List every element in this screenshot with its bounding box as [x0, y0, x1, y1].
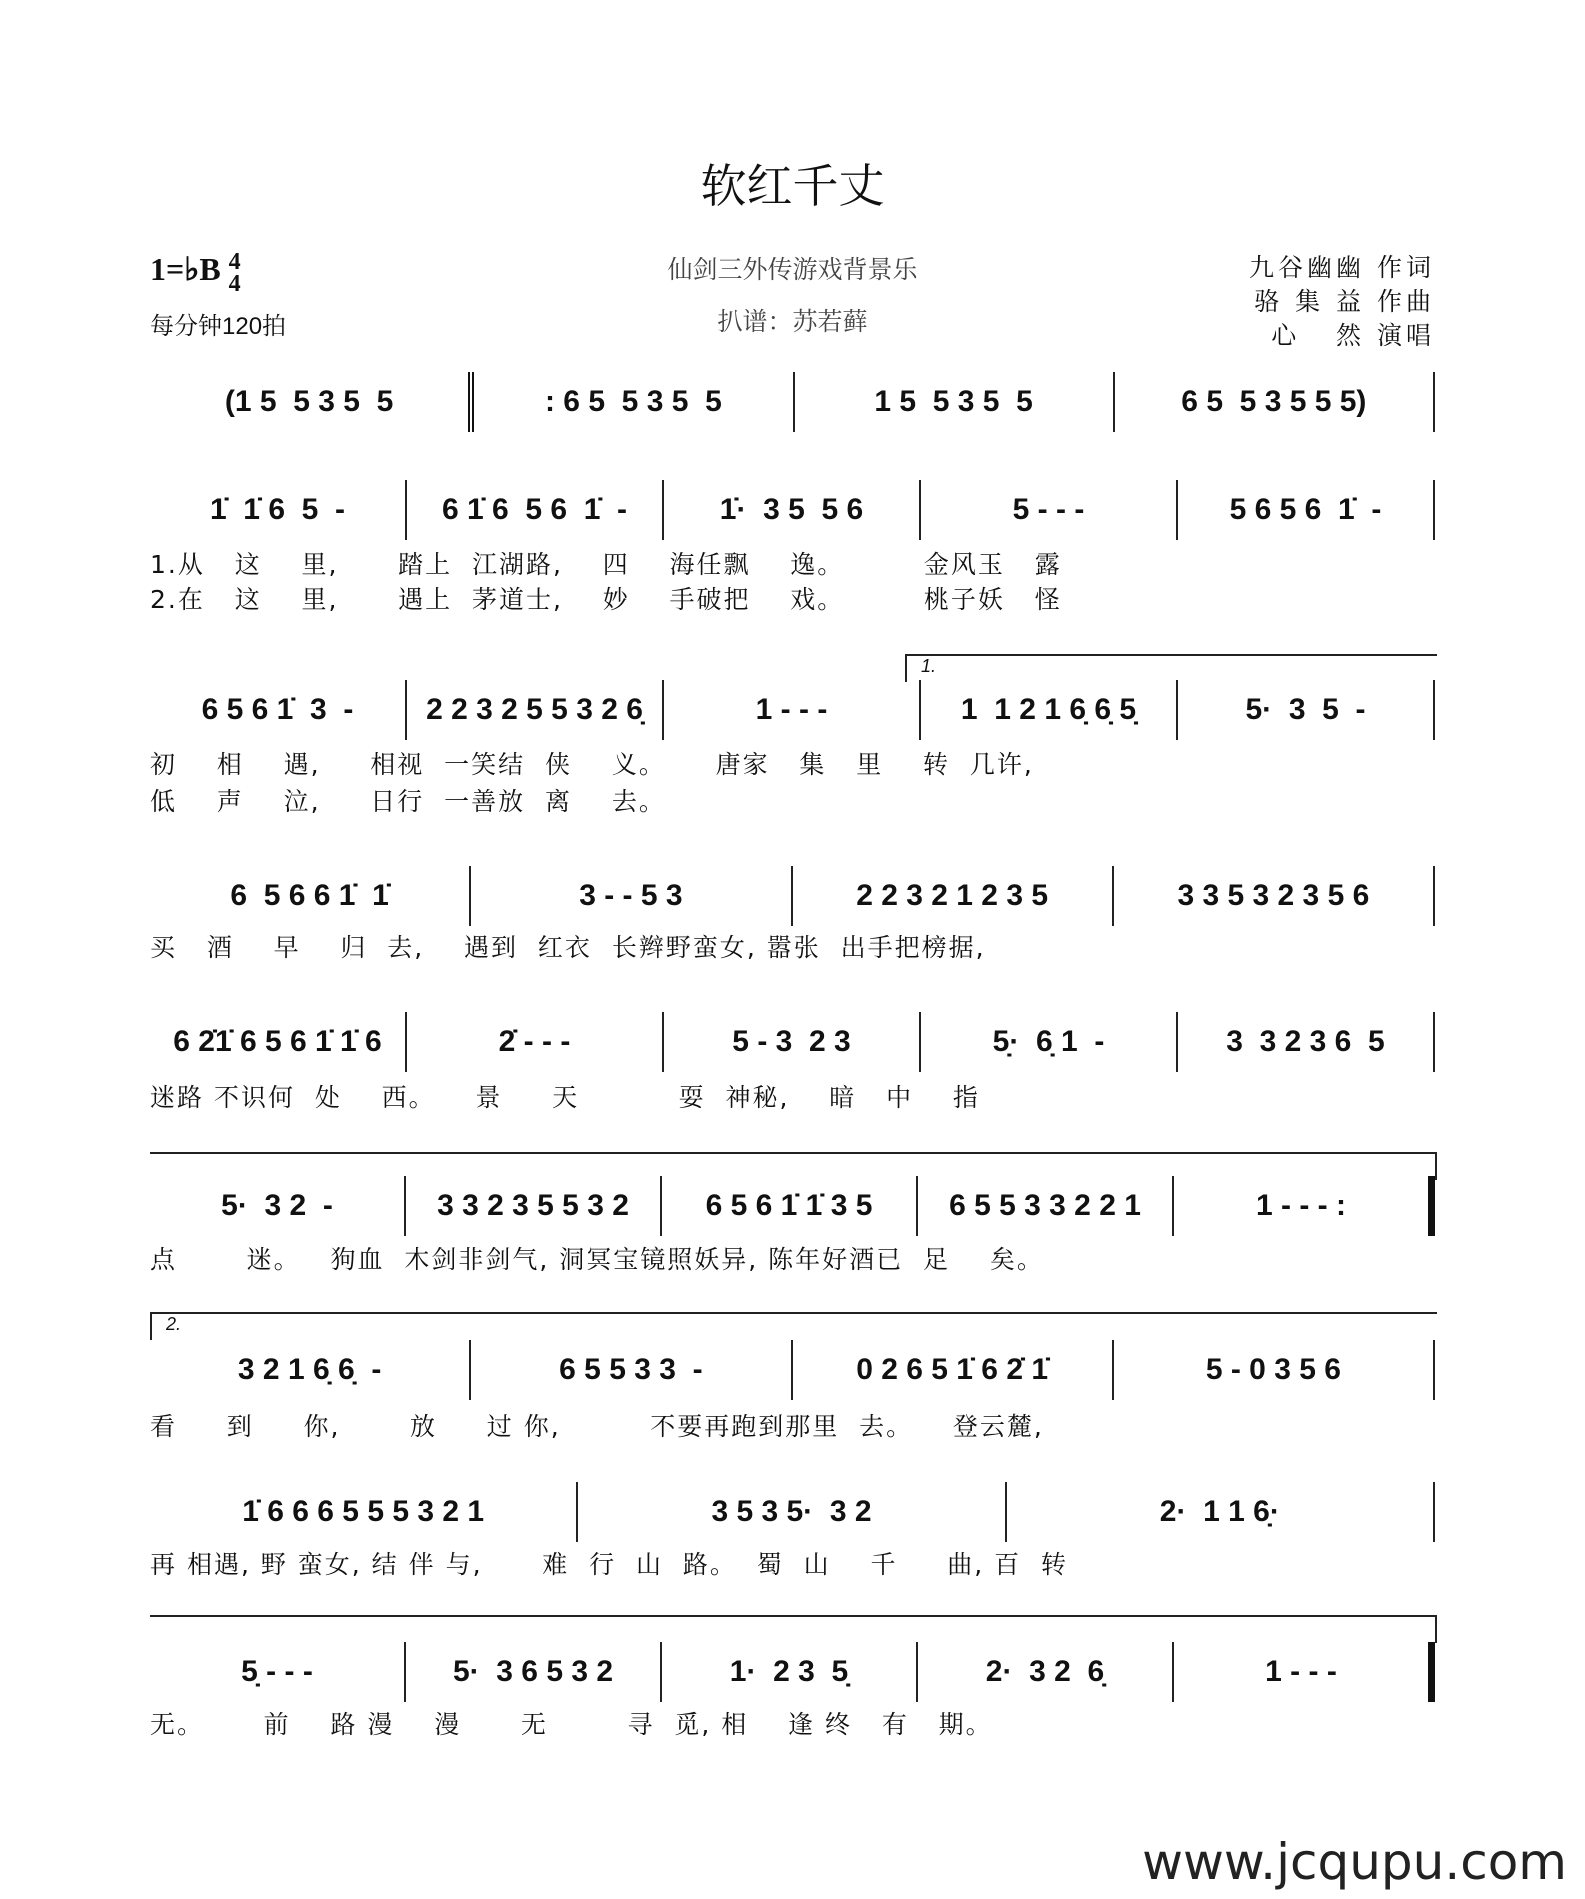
- volta-number: 2.: [166, 1314, 182, 1334]
- measure: 3 3 2 3 6 5: [1178, 1012, 1435, 1072]
- measure: 1 1 2 1 6̣ 6̣ 5̣: [921, 680, 1178, 740]
- measure: (1 5 5 3 5 5: [150, 372, 474, 432]
- measure: 5· 3 5 -: [1178, 680, 1435, 740]
- singer-credit: 心 然 演唱: [1271, 321, 1435, 350]
- measure: 1 - - - :: [1174, 1176, 1435, 1236]
- measure: 3 3 5 3 2 3 5 6: [1114, 866, 1435, 926]
- volta-number: 1.: [921, 656, 937, 676]
- measure: 1 - - -: [664, 680, 921, 740]
- measure: 3 3 2 3 5 5 3 2: [406, 1176, 662, 1236]
- subtitle: 仙剑三外传游戏背景乐: [667, 255, 918, 284]
- lyric-line: 看 到 你, 放 过 你, 不要再跑到那里 去。 登云麓,: [150, 1412, 1044, 1441]
- lyric-line: 1.从 这 里, 踏上 江湖路, 四 海任飘 逸。 金风玉 露: [150, 550, 1062, 579]
- tempo: 每分钟120拍: [150, 313, 287, 340]
- measure: 3 - - 5 3: [471, 866, 792, 926]
- volta-bracket: [150, 1152, 1437, 1180]
- time-top: 4: [228, 248, 241, 275]
- music-system: [150, 480, 1435, 540]
- measure: 3 2 1 6̣ 6̣ -: [150, 1340, 471, 1400]
- measure: 5 6 5 6 1̇ -: [1178, 480, 1435, 540]
- measure: 6 5 6 1̇ 3 -: [150, 680, 407, 740]
- volta-bracket: [905, 654, 1437, 682]
- volta-bracket: [150, 1312, 1437, 1340]
- lyric-line: 2.在 这 里, 遇上 茅道士, 妙 手破把 戏。 桃子妖 怪: [150, 585, 1062, 614]
- measure: 1̇· 3 5 5 6: [664, 480, 921, 540]
- song-title: 软红千丈: [700, 159, 885, 213]
- measure: 5 - - -: [921, 480, 1178, 540]
- measure: 2̇ - - -: [407, 1012, 664, 1072]
- measure: 0 2 6 5 1̇ 6 2̇ 1̇: [793, 1340, 1114, 1400]
- measure: 6 5 6 1̇ 1̇ 3 5: [662, 1176, 918, 1236]
- measure: 5 - 0 3 5 6: [1114, 1340, 1435, 1400]
- arranger-credit: 扒谱：苏若藓: [717, 307, 868, 336]
- measure: 1̇ 1̇ 6 5 -: [150, 480, 407, 540]
- measure: 1 - - -: [1174, 1642, 1435, 1702]
- measure: 2 2 3 2 5 5 3 2 6̣: [407, 680, 664, 740]
- lyric-line: 买 酒 早 归 去, 遇到 红衣 长辫野蛮女, 嚣张 出手把榜据,: [150, 933, 986, 962]
- measure: 6 5 5 3 3 -: [471, 1340, 792, 1400]
- measure: 5̣ - - -: [150, 1642, 406, 1702]
- measure: 1̇ 6 6 6 5 5 5 3 2 1: [150, 1482, 578, 1542]
- lyric-line: 无。 前 路 漫 漫 无 寻 觅, 相 逢 终 有 期。: [150, 1710, 993, 1739]
- lyric-line: 迷路 不识何 处 西。 景 天 耍 神秘, 暗 中 指: [150, 1083, 980, 1112]
- measure: 1· 2 3 5̣: [662, 1642, 918, 1702]
- measure: 5· 3 2 -: [150, 1176, 406, 1236]
- measure: 5 - 3 2 3: [664, 1012, 921, 1072]
- measure: 6 5 6 6 1̇ 1̇: [150, 866, 471, 926]
- music-system: [150, 1176, 1435, 1236]
- lyricist-credit: 九谷幽幽 作词: [1249, 253, 1435, 282]
- music-system: [150, 372, 1435, 432]
- composer-credit: 骆 集 益 作曲: [1254, 287, 1435, 316]
- measure: 6 2̇1̇ 6 5 6 1̇ 1̇ 6: [150, 1012, 407, 1072]
- measure: 1 5 5 3 5 5: [795, 372, 1115, 432]
- measure: 3 5 3 5· 3 2: [578, 1482, 1006, 1542]
- lyric-line: 点 迷。 狗血 木剑非剑气, 洞冥宝镜照妖异, 陈年好酒已 足 矣。: [150, 1245, 1044, 1274]
- measure: 2 2 3 2 1 2 3 5: [793, 866, 1114, 926]
- lyric-line: 初 相 遇, 相视 一笑结 侠 义。 唐家 集 里 转 几许,: [150, 750, 1034, 779]
- music-system: [150, 680, 1435, 740]
- music-system: [150, 1340, 1435, 1400]
- volta-bracket: [150, 1615, 1437, 1643]
- measure: 6 1̇ 6 5 6 1̇ -: [407, 480, 664, 540]
- music-system: [150, 1012, 1435, 1072]
- measure: 2· 1 1 6̣·: [1007, 1482, 1435, 1542]
- lyric-line: 再 相遇, 野 蛮女, 结 伴 与, 难 行 山 路。 蜀 山 千 曲, 百 转: [150, 1550, 1068, 1579]
- measure: 6 5 5 3 3 2 2 1: [918, 1176, 1174, 1236]
- music-system: [150, 866, 1435, 926]
- measure: 5̣· 6̣ 1 -: [921, 1012, 1178, 1072]
- music-system: [150, 1642, 1435, 1702]
- measure: 2· 3 2 6̣: [918, 1642, 1174, 1702]
- lyric-line: 低 声 泣, 日行 一善放 离 去。: [150, 787, 666, 816]
- measure: 5· 3 6 5 3 2: [406, 1642, 662, 1702]
- watermark: www.jcqupu.com: [1142, 1833, 1567, 1891]
- measure: : 6 5 5 3 5 5: [474, 372, 794, 432]
- key-label: 1=♭B: [150, 251, 221, 287]
- measure: 6 5 5 3 5 5 5): [1115, 372, 1435, 432]
- time-bottom: 4: [228, 270, 241, 297]
- music-system: [150, 1482, 1435, 1542]
